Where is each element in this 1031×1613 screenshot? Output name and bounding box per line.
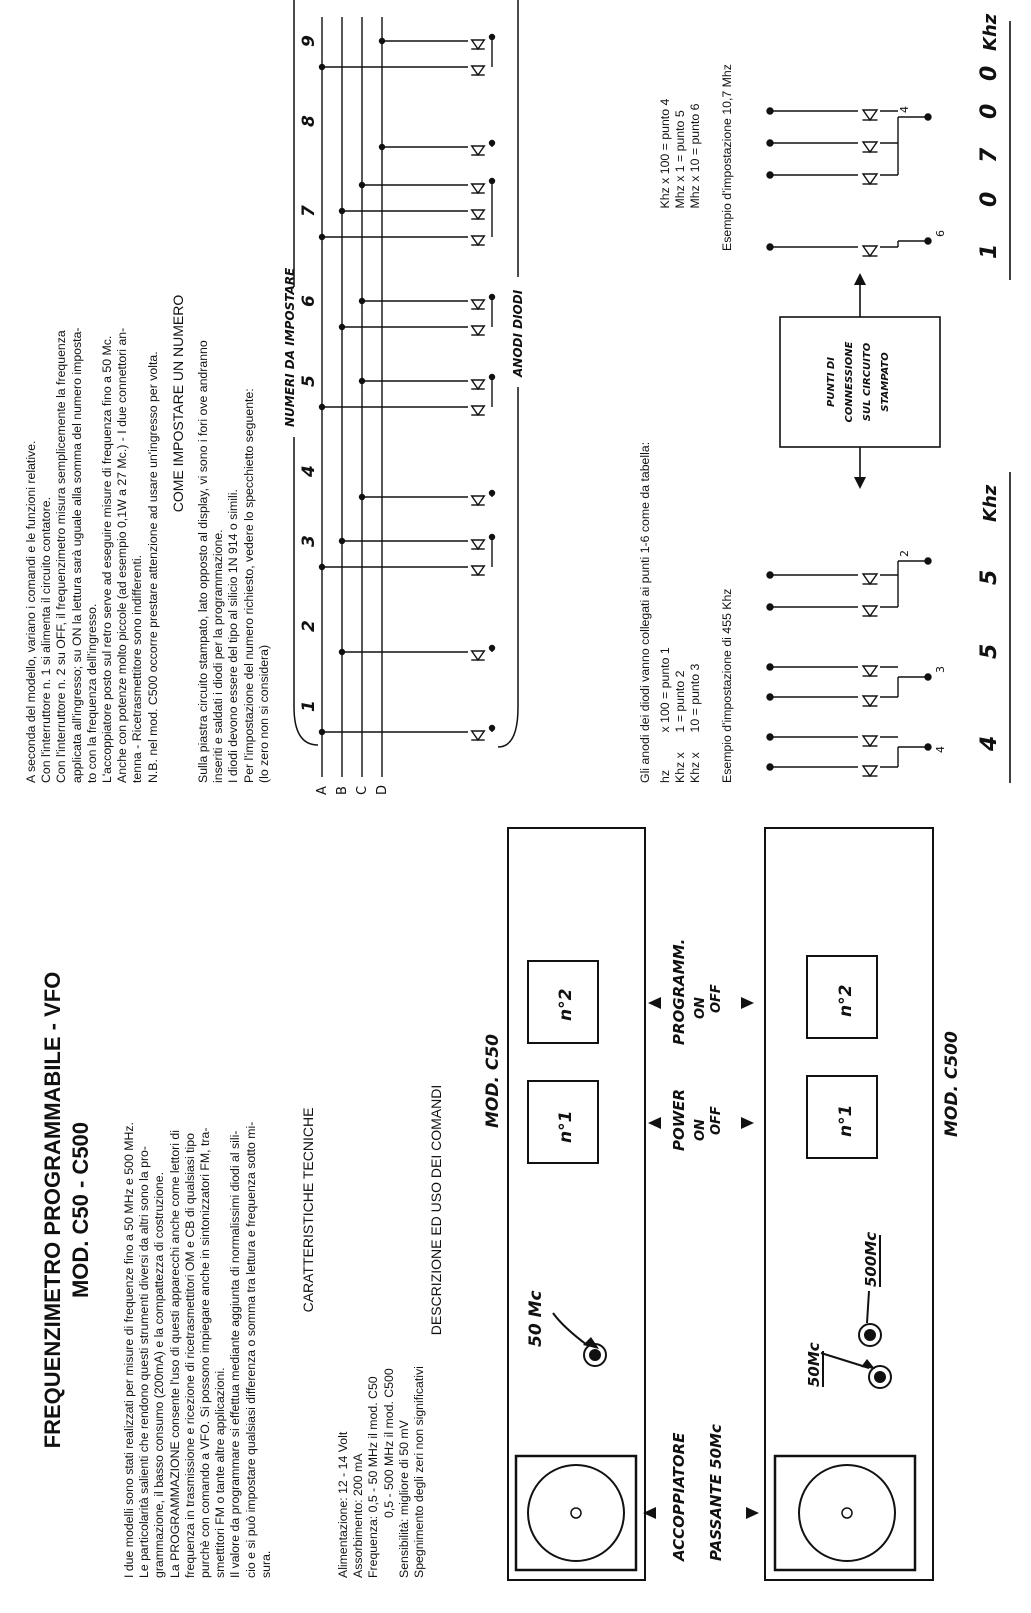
specs-list: [336, 1078, 427, 1578]
display-window-c50: [516, 1456, 636, 1570]
spec-freq-c50: Frequenza: 0,5 - 50 MHz il mod. C50: [366, 1376, 381, 1578]
box-label-line4: STAMPATO: [880, 352, 891, 412]
specs-heading: CARATTERISTICHE TECNICHE: [300, 1107, 316, 1313]
programm-label: PROGRAMM.: [670, 938, 688, 1045]
freq-a-label-c500: 50Mc: [805, 1342, 823, 1387]
left-column: [0, 807, 1031, 1613]
diode-matrix-diagram: [278, 0, 558, 807]
power-off-label: OFF: [709, 1106, 724, 1135]
text-line: grammazione, il basso consumo (200mA) e la compattezza di costruzione.: [152, 1172, 167, 1578]
ex1-point-c: 2: [898, 550, 911, 557]
example2-caption: Esempio d'impostazione 10,7 Mhz: [720, 64, 734, 251]
table-row: Khz x 10 = punto 3 Mhz x 10 = punto 6: [688, 103, 703, 783]
arrow-passante-down: [746, 1507, 759, 1519]
text-line: Con l'interruttore n. 2 su OFF, il frequenzimetro misura semplicemente la frequenza: [54, 330, 69, 783]
ex2-point-a: 6: [934, 230, 947, 237]
examples-drawing: [748, 0, 1018, 807]
ex1-unit: Khz: [980, 484, 1001, 522]
table-row: Khz x 1 = punto 2 Mhz x 1 = punto 5: [673, 110, 688, 783]
controls-heading: DESCRIZIONE ED USO DEI COMANDI: [428, 1084, 444, 1336]
text-line: La PROGRAMMAZIONE consente l'uso di questi apparecchi anche come lettori di: [167, 1130, 182, 1578]
matrix-digit-8: 8: [299, 115, 319, 127]
text-line: tenna - Ricetrasmettitore sono indifferenti.: [130, 554, 145, 783]
matrix-bottom-label: ANODI DIODI: [511, 289, 525, 377]
doc-subtitle: MOD. C50 - C500: [68, 1121, 93, 1299]
text-line: frequenza in trasmissione e ricezione di ricetrasmettitori OM e CB di qualsiasi tipo: [182, 1133, 197, 1578]
matrix-digit-9: 9: [299, 35, 319, 47]
matrix-digit-2: 2: [299, 620, 319, 632]
ex2-digit-1: 1: [977, 243, 1002, 259]
accoppiatore-label: ACCOPPIATORE: [670, 1432, 688, 1561]
matrix-top-label: NUMERI DA IMPOSTARE: [283, 267, 297, 427]
text-line: Il valore da programmare si effettua mediante aggiunta di normalissimi diodi al sili-: [228, 1130, 243, 1578]
matrix-digit-3: 3: [299, 535, 319, 547]
bus-label-b: B: [335, 786, 350, 795]
connection-box: [780, 317, 940, 447]
front-panels-drawing: [471, 807, 1031, 1613]
text-line: sura.: [258, 1550, 273, 1578]
box-label-line1: PUNTI DI: [826, 357, 837, 407]
text-line: smettitori FM o tante altre applicazioni.: [213, 1367, 228, 1578]
matrix-digit-6: 6: [299, 295, 319, 307]
text-line: to con la frequenza dell'ingresso.: [84, 603, 99, 783]
switch2-label-c50: n°2: [556, 988, 576, 1021]
box-label-line3: SUL CIRCUITO: [862, 342, 873, 422]
text-line: (lo zero non si considera): [256, 644, 271, 783]
bus-label-a: A: [315, 786, 330, 795]
text-line: Le particolarità salienti che rendono questi strumenti diversi da altri sono la pro-: [137, 1146, 152, 1578]
spec-power: Alimentazione: 12 - 14 Volt: [336, 1431, 350, 1578]
text-line: Anche con potenze molto piccole (ad esempio 0,1W a 27 Mc.) - I due connettori an-: [115, 327, 130, 783]
ex2-digit-4: 0: [977, 103, 1002, 119]
text-line: purchè con comando a VFO. Si possono impiegare anche in sintonizzatori FM, tra-: [198, 1127, 213, 1578]
functions-text: [24, 13, 161, 783]
table-row: hz x 100 = punto 1 Khz x 100 = punto 4: [658, 98, 672, 783]
bus-label-d: D: [375, 784, 390, 795]
ex1-point-b: 3: [934, 666, 947, 673]
power-label: POWER: [670, 1088, 688, 1151]
intro-text: [122, 818, 274, 1578]
text-line: L'accoppiatore posto sul retro serve ad eseguire misure di frequenza fino a 50 Mc.: [100, 335, 115, 783]
spec-current: Assorbimento: 200 mA: [351, 1453, 366, 1578]
matrix-digit-4: 4: [299, 465, 319, 477]
spec-zero-blanking: Spegnimento degli zeri non significativi: [412, 1366, 427, 1578]
panel-c500-outline: [765, 828, 933, 1580]
ex1-point-a: 4: [934, 746, 947, 753]
ex2-point-b: 4: [898, 106, 911, 113]
text-line: Sulla piastra circuito stampato, lato opposto al display, vi sono i fori ove andranno: [196, 340, 210, 783]
spec-sensitivity: Sensibilità: migliore di 50 mV: [396, 1420, 411, 1578]
doc-title: FREQUENZIMETRO PROGRAMMABILE - VFO: [40, 971, 65, 1449]
text-line: Con l'interruttore n. 1 si alimenta il circuito contatore.: [39, 497, 54, 783]
passante-label: PASSANTE 50Mc: [707, 1424, 725, 1561]
matrix-digit-7: 7: [299, 205, 319, 217]
model-label-c50: MOD. C50: [483, 1034, 503, 1128]
text-line: cio e si può impostare qualsiasi differenza o somma tra lettura e frequenza sotto mi-: [243, 1121, 258, 1578]
howto-heading: COME IMPOSTARE UN NUMERO: [170, 294, 186, 513]
freq-b-label-c500: 500Mc: [862, 1231, 880, 1287]
table-intro: Gli anodi dei diodi vanno collegati ai punti 1-6 come da tabella:: [638, 441, 652, 783]
matrix-digit-1: 1: [299, 700, 319, 712]
prog-on-label: ON: [693, 997, 708, 1019]
switch2-label-c500: n°2: [836, 984, 856, 1017]
howto-text: [196, 13, 272, 783]
text-line: N.B. nel mod. C500 occorre prestare attenzione ad usare un'ingresso per volta.: [145, 351, 160, 783]
model-label-c500: MOD. C500: [942, 1031, 962, 1137]
text-line: I diodi devono essere del tipo al silicio 1N 914 o simili.: [226, 489, 241, 783]
ex2-digit-5: 0: [977, 65, 1002, 81]
text-line: I due modelli sono stati realizzati per misure di frequenze fino a 50 MHz e 500 MHz.: [122, 1122, 136, 1578]
spec-freq-c500: 0,5 - 500 MHz il mod. C500: [381, 1368, 396, 1518]
ex2-unit: Khz: [980, 13, 1001, 51]
power-on-label: ON: [693, 1119, 708, 1141]
box-label-line2: CONNESSIONE: [844, 341, 855, 423]
points-table: [658, 43, 704, 783]
example1-caption: Esempio d'impostazione di 455 Khz: [720, 588, 734, 783]
ex2-digit-3: 7: [977, 147, 1002, 163]
ex1-digit-2: 5: [977, 643, 1002, 659]
prog-off-label: OFF: [709, 984, 724, 1013]
text-line: inseriti e saldati i diodi per la programmazione.: [211, 529, 226, 783]
switch1-label-c500: n°1: [836, 1104, 856, 1137]
matrix-digit-5: 5: [299, 375, 319, 387]
text-line: applicata all'ingresso; su ON la lettura sarà uguale alla somma del numero imposta-: [69, 327, 84, 783]
panel-c50-outline: [508, 828, 645, 1580]
display-ring-c50: [528, 1465, 624, 1561]
ex1-digit-1: 4: [977, 735, 1002, 751]
ex2-digit-2: 0: [977, 191, 1002, 207]
freq-label-c50: 50 Mc: [526, 1290, 546, 1347]
text-line: Per l'impostazione del numero richiesto, vedere lo specchietto seguente:: [241, 388, 256, 783]
ex1-digit-3: 5: [977, 569, 1002, 585]
text-line: A seconda del modello, variano i comandi e le funzioni relative.: [24, 440, 38, 783]
bus-label-c: C: [355, 785, 370, 795]
display-ring-c500: [799, 1465, 895, 1561]
switch1-label-c50: n°1: [556, 1110, 576, 1143]
